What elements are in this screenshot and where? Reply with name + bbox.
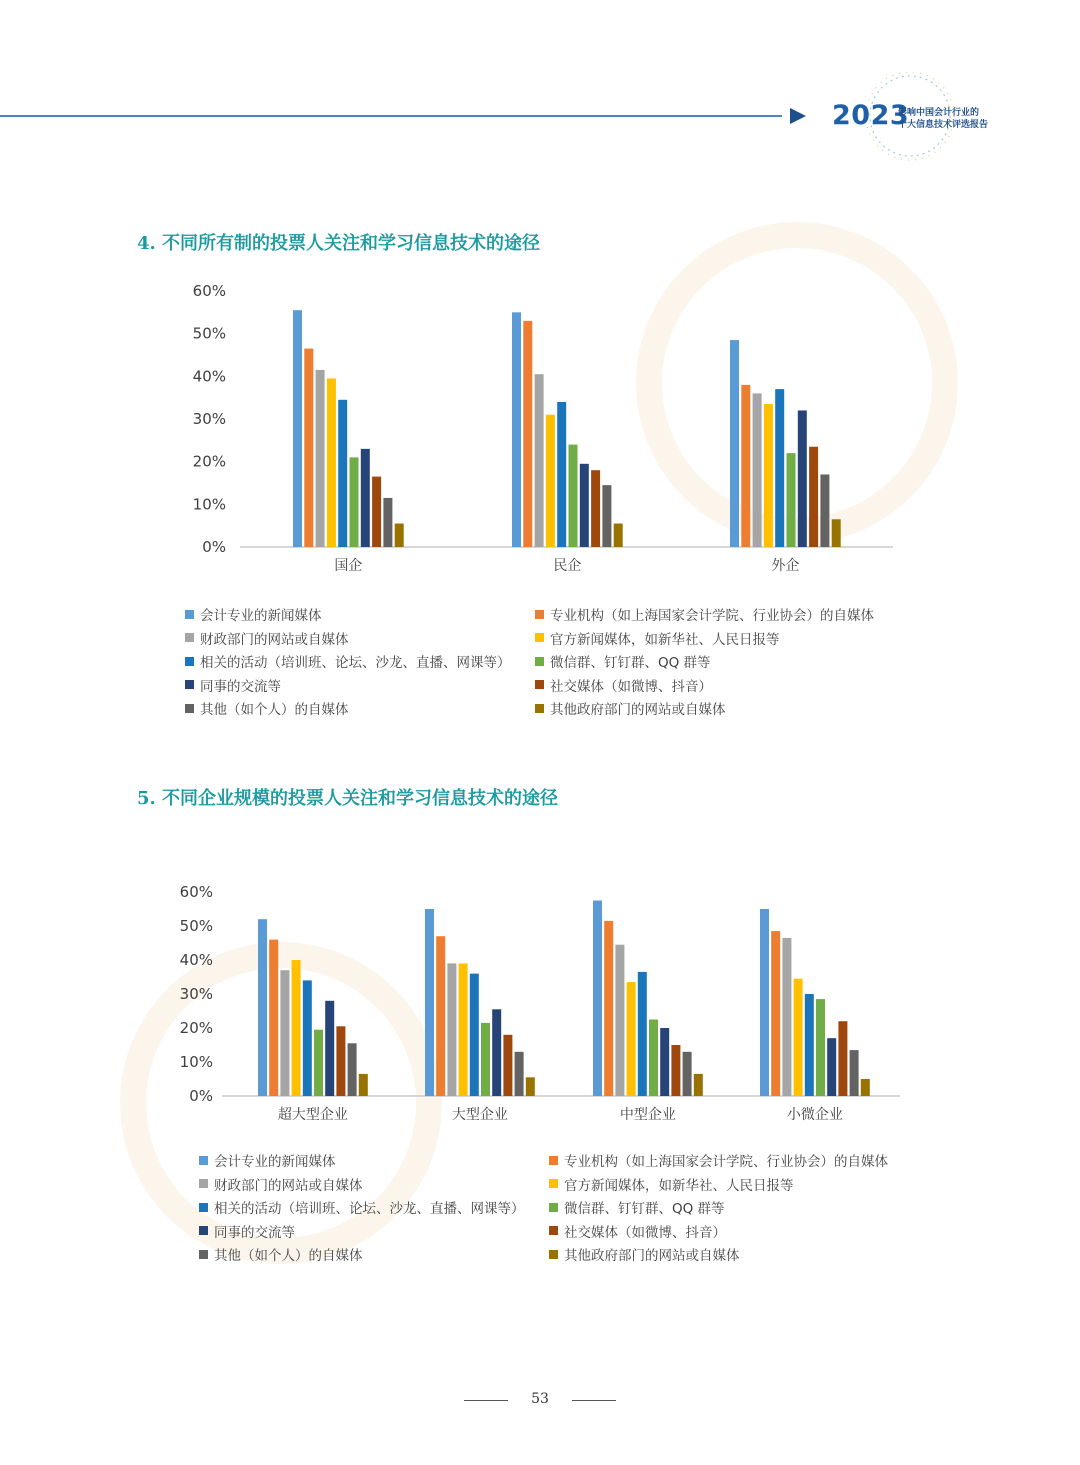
bar — [447, 963, 456, 1096]
legend-item — [185, 604, 322, 624]
legend-swatch — [199, 1179, 208, 1188]
y-tick-label: 60% — [192, 282, 226, 300]
bar — [816, 999, 825, 1096]
bar — [782, 938, 791, 1096]
bar — [627, 982, 636, 1096]
y-tick-label: 30% — [192, 410, 226, 428]
legend-item — [549, 1221, 726, 1241]
legend-label: 专业机构（如上海国家会计学院、行业协会）的自媒体 — [550, 608, 874, 624]
bar — [492, 1009, 501, 1096]
logo-year: 2023 — [832, 100, 910, 131]
legend-item — [549, 1244, 740, 1264]
bar — [292, 960, 301, 1096]
legend-swatch — [199, 1250, 208, 1259]
legend-label: 会计专业的新闻媒体 — [214, 1154, 336, 1170]
bar — [515, 1052, 524, 1096]
legend-item — [535, 604, 874, 624]
logo-subtitle-2: 十大信息技术评选报告 — [898, 120, 989, 130]
x-category-label: 大型企业 — [451, 1107, 508, 1123]
legend-item — [199, 1221, 295, 1241]
bar — [503, 1035, 512, 1096]
bar — [671, 1045, 680, 1096]
legend-label: 社交媒体（如微博、抖音） — [564, 1224, 726, 1241]
legend-item — [535, 675, 712, 695]
bar — [683, 1052, 692, 1096]
legend-label: 同事的交流等 — [200, 678, 281, 695]
bar — [861, 1079, 870, 1096]
bar — [269, 940, 278, 1096]
y-tick-label: 50% — [179, 917, 213, 935]
legend-swatch — [549, 1156, 558, 1165]
legend-swatch — [199, 1226, 208, 1235]
legend-swatch — [549, 1226, 558, 1235]
x-category-label: 外企 — [771, 558, 800, 574]
bar — [805, 994, 814, 1096]
legend-label: 其他政府部门的网站或自媒体 — [550, 702, 726, 718]
bar-chart-ownership — [0, 270, 1080, 590]
y-tick-label: 0% — [202, 538, 226, 556]
bar — [258, 919, 267, 1096]
bar — [526, 1077, 535, 1096]
bar — [580, 464, 589, 547]
bar — [293, 310, 302, 547]
legend-swatch — [535, 657, 544, 666]
section-title: 5. 不同企业规模的投票人关注和学习信息技术的途径 — [137, 788, 559, 809]
bar — [325, 1001, 334, 1096]
legend-item — [549, 1150, 888, 1170]
legend-swatch — [535, 704, 544, 713]
bar — [809, 447, 818, 547]
bar — [314, 1030, 323, 1096]
legend-swatch — [199, 1203, 208, 1212]
legend-label: 微信群、钉钉群、QQ 群等 — [550, 655, 711, 671]
y-tick-label: 30% — [179, 985, 213, 1003]
bar — [395, 524, 404, 547]
logo-subtitle-1: 影响中国会计行业的 — [898, 108, 980, 118]
page-number: 53 — [531, 1391, 549, 1407]
footer-rule — [572, 1400, 616, 1401]
y-tick-label: 10% — [179, 1053, 213, 1071]
bar — [798, 410, 807, 547]
bar — [649, 1020, 658, 1097]
y-tick-label: 40% — [179, 951, 213, 969]
legend-item — [185, 628, 349, 648]
bar — [832, 519, 841, 547]
legend-swatch — [549, 1179, 558, 1188]
legend-label: 同事的交流等 — [214, 1224, 295, 1241]
legend-item — [199, 1150, 336, 1170]
legend-label: 财政部门的网站或自媒体 — [200, 631, 349, 648]
legend-swatch — [535, 680, 544, 689]
y-tick-label: 0% — [189, 1087, 213, 1105]
y-tick-label: 10% — [192, 495, 226, 514]
bar — [820, 474, 829, 547]
y-tick-label: 50% — [192, 324, 226, 343]
bar — [753, 393, 762, 547]
legend-item — [185, 698, 349, 718]
x-category-label: 小微企业 — [786, 1107, 843, 1123]
legend-swatch — [535, 610, 544, 619]
legend-label: 相关的活动（培训班、论坛、沙龙、直播、网课等） — [214, 1201, 525, 1217]
x-category-label: 超大型企业 — [277, 1107, 348, 1123]
section-title: 4. 不同所有制的投票人关注和学习信息技术的途径 — [137, 233, 541, 254]
legend-item — [199, 1244, 363, 1264]
legend-label: 社交媒体（如微博、抖音） — [550, 678, 712, 695]
bar — [512, 312, 521, 547]
legend-label: 其他（如个人）的自媒体 — [200, 702, 349, 718]
bar — [436, 936, 445, 1096]
legend-item — [535, 698, 726, 718]
bar — [660, 1028, 669, 1096]
legend-label: 财政部门的网站或自媒体 — [214, 1177, 363, 1194]
legend-item — [535, 651, 711, 671]
bar — [787, 453, 796, 547]
bar — [615, 945, 624, 1096]
bar — [593, 901, 602, 1097]
bar — [602, 485, 611, 547]
legend-label: 专业机构（如上海国家会计学院、行业协会）的自媒体 — [564, 1154, 888, 1170]
bar — [591, 470, 600, 547]
bar — [338, 400, 347, 547]
bar — [546, 415, 555, 547]
bar — [614, 524, 623, 547]
bar — [775, 389, 784, 547]
legend-label: 官方新闻媒体，如新华社、人民日报等 — [550, 631, 780, 648]
y-tick-label: 40% — [192, 367, 226, 386]
legend-swatch — [549, 1250, 558, 1259]
bar — [361, 449, 370, 547]
legend-item — [549, 1174, 794, 1194]
report-logo — [826, 72, 996, 162]
y-tick-label: 60% — [179, 883, 213, 901]
bar — [771, 931, 780, 1096]
legend-label: 官方新闻媒体，如新华社、人民日报等 — [564, 1177, 794, 1194]
bar — [303, 980, 312, 1096]
footer-rule — [464, 1400, 508, 1401]
legend-item — [535, 628, 780, 648]
bar — [359, 1074, 368, 1096]
arrow-icon — [790, 108, 806, 124]
legend-swatch — [185, 610, 194, 619]
bar — [470, 974, 479, 1096]
legend-swatch — [535, 633, 544, 642]
bar — [760, 909, 769, 1096]
bar — [694, 1074, 703, 1096]
legend-item — [185, 651, 511, 671]
x-category-label: 民企 — [553, 558, 582, 574]
bar — [523, 321, 532, 547]
bar — [481, 1023, 490, 1096]
legend-label: 其他（如个人）的自媒体 — [214, 1248, 363, 1264]
bar — [638, 972, 647, 1096]
legend-item — [185, 675, 281, 695]
legend-label: 会计专业的新闻媒体 — [200, 608, 322, 624]
bar-chart-company-size — [0, 870, 1080, 1130]
x-category-label: 中型企业 — [619, 1107, 676, 1123]
bar — [838, 1021, 847, 1096]
bar — [827, 1038, 836, 1096]
header-rule — [0, 115, 782, 117]
legend-swatch — [185, 704, 194, 713]
bar — [383, 498, 392, 547]
legend-swatch — [185, 680, 194, 689]
bar — [569, 445, 578, 547]
legend-item — [549, 1197, 725, 1217]
bar — [535, 374, 544, 547]
legend-item — [199, 1197, 525, 1217]
bar — [280, 970, 289, 1096]
x-category-label: 国企 — [334, 558, 363, 574]
bar — [316, 370, 325, 547]
legend-swatch — [185, 633, 194, 642]
chart-legend — [185, 604, 945, 724]
y-tick-label: 20% — [192, 452, 226, 471]
bar — [764, 404, 773, 547]
bar — [304, 349, 313, 547]
bar — [336, 1026, 345, 1096]
bar — [741, 385, 750, 547]
bar — [730, 340, 739, 547]
legend-label: 微信群、钉钉群、QQ 群等 — [564, 1201, 725, 1217]
bar — [794, 979, 803, 1096]
legend-swatch — [199, 1156, 208, 1165]
bar — [348, 1043, 357, 1096]
bar — [604, 921, 613, 1096]
bar — [372, 477, 381, 547]
legend-label: 相关的活动（培训班、论坛、沙龙、直播、网课等） — [200, 655, 511, 671]
bar — [350, 457, 359, 547]
chart-legend — [199, 1150, 959, 1270]
legend-label: 其他政府部门的网站或自媒体 — [564, 1248, 740, 1264]
bar — [557, 402, 566, 547]
bar — [425, 909, 434, 1096]
bar — [850, 1050, 859, 1096]
bar — [459, 963, 468, 1096]
y-tick-label: 20% — [179, 1019, 213, 1037]
legend-swatch — [549, 1203, 558, 1212]
legend-item — [199, 1174, 363, 1194]
legend-swatch — [185, 657, 194, 666]
bar — [327, 378, 336, 547]
